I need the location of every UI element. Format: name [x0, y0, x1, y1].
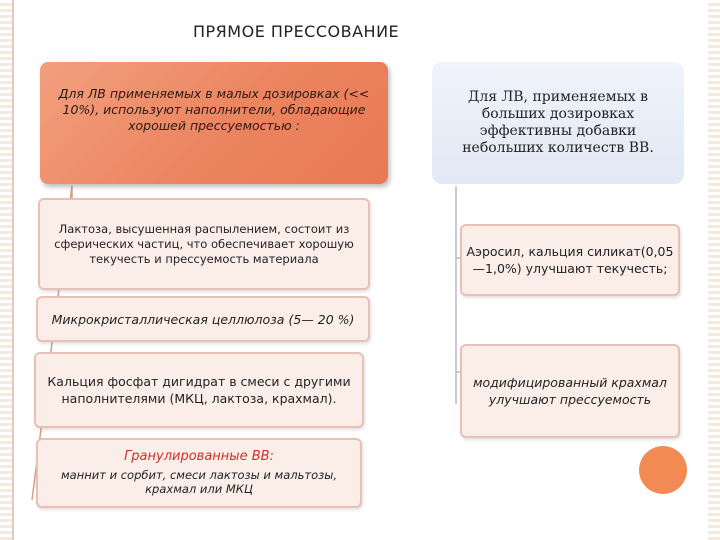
granulated-heading: Гранулированные ВВ:	[124, 449, 274, 464]
calcium-phosphate-box: Кальция фосфат дигидрат в смеси с другими наполнителями (МКЦ, лактоза, крахмал).	[34, 352, 364, 428]
granulated-box	[36, 438, 362, 508]
low-dose-header: Для ЛВ применяемых в малых дозировках (<< 10%), используют наполнители, обладающие хорошей прессуемостью :	[40, 62, 388, 184]
aerosil-box: Аэросил, кальция силикат(0,05—1,0%) улучшают текучесть;	[460, 224, 680, 296]
modified-starch-box: модифицированный крахмал улучшают прессуемость	[460, 344, 680, 438]
high-dose-header: Для ЛВ, применяемых в больших дозировках эффективны добавки небольших количеств ВВ.	[432, 62, 684, 184]
granulated-text: маннит и сорбит, смеси лактозы и мальтозы, крахмал или МКЦ	[61, 468, 337, 496]
decorative-circle	[639, 446, 687, 494]
lactose-box: Лактоза, высушенная распылением, состоит из сферических частиц, что обеспечивает хорошую текучесть и прессуемость материала	[38, 198, 370, 290]
mcc-box: Микрокристаллическая целлюлоза (5— 20 %)	[36, 296, 370, 342]
page-title: ПРЯМОЕ ПРЕССОВАНИЕ	[193, 22, 400, 41]
